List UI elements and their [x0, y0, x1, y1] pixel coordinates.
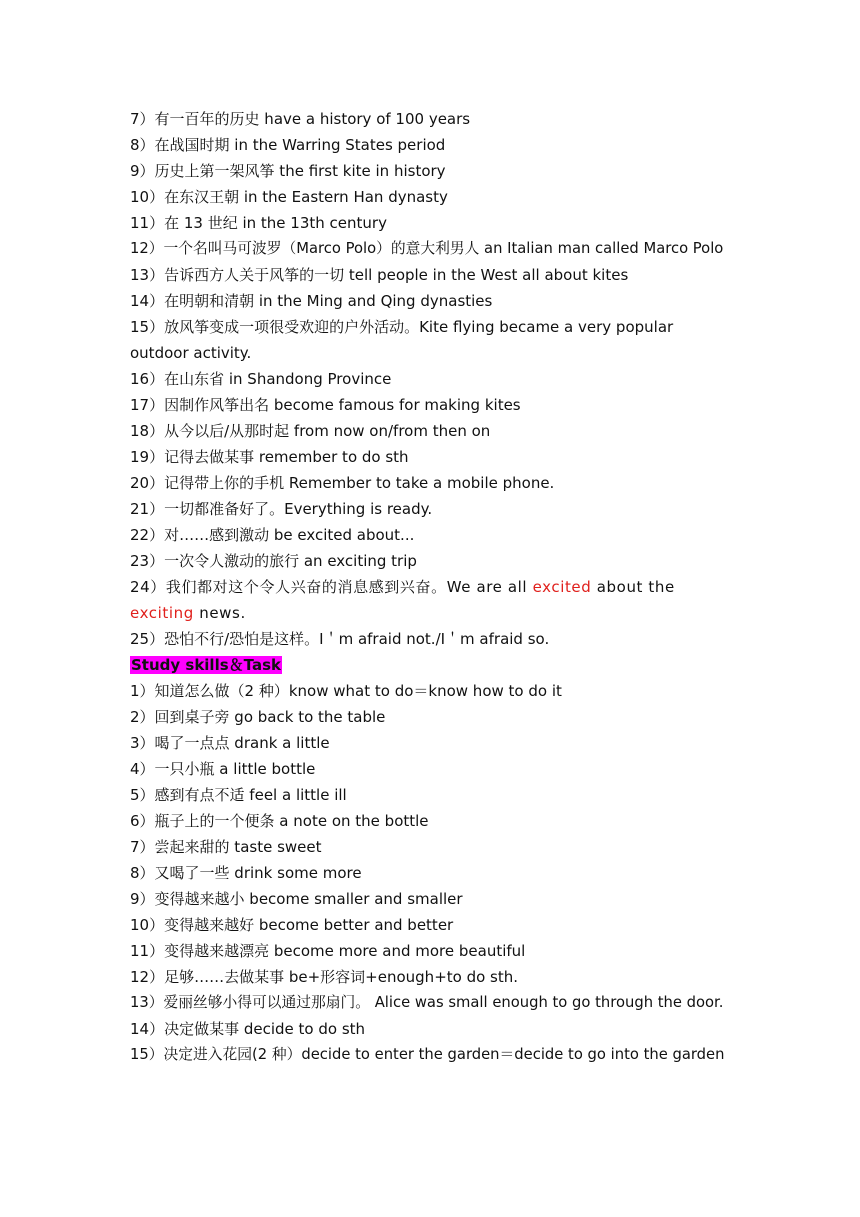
list-item: 15）决定进入花园(2 种）decide to enter the garden＝decide to go into the garden	[130, 1046, 725, 1063]
list-item: 19）记得去做某事 remember to do sth	[130, 448, 409, 466]
list-item: 6）瓶子上的一个便条 a note on the bottle	[130, 812, 429, 830]
vocab-list-section1	[130, 106, 730, 652]
list-item: 3）喝了一点点 drank a little	[130, 734, 330, 752]
list-item: 8）在战国时期 in the Warring States period	[130, 136, 446, 154]
document-page	[130, 106, 730, 1068]
list-item: 18）从今以后/从那时起 from now on/from then on	[130, 422, 491, 440]
list-item: 12）足够……去做某事 be+形容词+enough+to do sth.	[130, 968, 519, 986]
list-item: 15）放风筝变成一项很受欢迎的户外活动。Kite flying became a very popular outdoor activity.	[130, 318, 674, 362]
item24-red-word-exciting: exciting	[130, 604, 194, 622]
vocab-list-section2	[130, 678, 730, 1068]
list-item: 9）历史上第一架风筝 the first kite in history	[130, 162, 446, 180]
list-item: 20）记得带上你的手机 Remember to take a mobile phone.	[130, 474, 555, 492]
list-item: 7）尝起来甜的 taste sweet	[130, 838, 322, 856]
list-item: 16）在山东省 in Shandong Province	[130, 370, 392, 388]
list-item: 5）感到有点不适 feel a little ill	[130, 786, 347, 804]
list-item: 8）又喝了一些 drink some more	[130, 864, 362, 882]
list-item: 22）对……感到激动 be excited about...	[130, 526, 415, 544]
list-item: 10）在东汉王朝 in the Eastern Han dynasty	[130, 188, 448, 206]
item24-middle: about the	[591, 578, 675, 596]
section-heading	[130, 652, 730, 678]
list-item: 13）爱丽丝够小得可以通过那扇门。 Alice was small enough to go through the door.	[130, 994, 724, 1011]
list-item: 7）有一百年的历史 have a history of 100 years	[130, 110, 471, 128]
list-item: 12）一个名叫马可波罗（Marco Polo）的意大利男人 an Italian man called Marco Polo	[130, 240, 724, 257]
item24-suffix: news.	[193, 604, 246, 622]
list-item: 17）因制作风筝出名 become famous for making kites	[130, 396, 521, 414]
list-item: 14）决定做某事 decide to do sth	[130, 1020, 366, 1038]
list-item: 23）一次令人激动的旅行 an exciting trip	[130, 552, 417, 570]
list-item: 2）回到桌子旁 go back to the table	[130, 708, 386, 726]
list-item: 4）一只小瓶 a little bottle	[130, 760, 316, 778]
list-item: 10）变得越来越好 become better and better	[130, 916, 454, 934]
item24-prefix: 24）我们都对这个令人兴奋的消息感到兴奋。We are all	[130, 578, 533, 596]
section-heading-text: Study skills＆Task	[131, 656, 281, 674]
item24-red-word-excited: excited	[532, 578, 592, 596]
list-item: 21）一切都准备好了。Everything is ready.	[130, 500, 433, 518]
list-item: 13）告诉西方人关于风筝的一切 tell people in the West all about kites	[130, 266, 629, 284]
list-item-25: 25）恐怕不行/恐怕是这样。I＇m afraid not./I＇m afraid so.	[130, 630, 550, 648]
list-item: 9）变得越来越小 become smaller and smaller	[130, 890, 463, 908]
list-item-24	[130, 574, 730, 626]
list-item: 14）在明朝和清朝 in the Ming and Qing dynasties	[130, 292, 493, 310]
list-item: 1）知道怎么做（2 种）know what to do＝know how to do it	[130, 682, 562, 700]
list-item: 11）变得越来越漂亮 become more and more beautiful	[130, 942, 526, 960]
list-item: 11）在 13 世纪 in the 13th century	[130, 214, 387, 232]
